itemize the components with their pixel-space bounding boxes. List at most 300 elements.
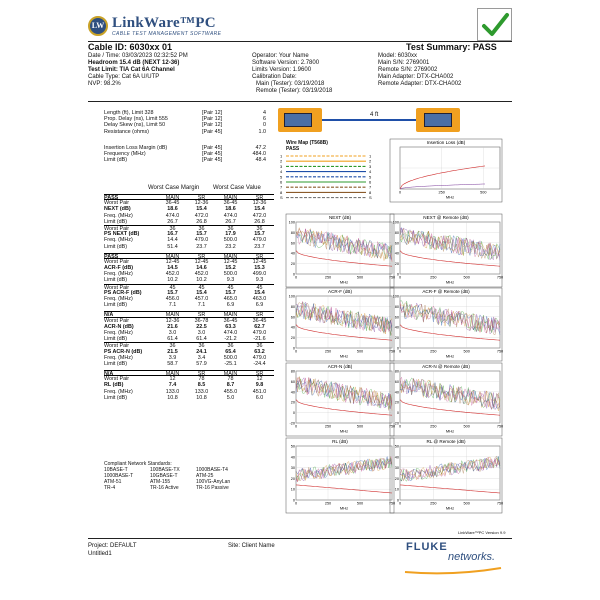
results-table [104, 253, 274, 309]
table-cell: 18.6 [225, 206, 236, 213]
table-cell: 479.0 [194, 237, 209, 244]
table-cell: Freq. (MHz) [104, 354, 133, 361]
table-cell: 45 [169, 284, 176, 291]
table-cell: 9.8 [255, 382, 264, 389]
table-cell: 16.7 [167, 231, 178, 238]
plot-y-tick: 0 [292, 498, 295, 503]
table-cell: 14.6 [196, 265, 207, 272]
il-row: Insertion Loss Margin (dB) [Pair 45] 47.2 [104, 144, 266, 151]
plot-x-tick: 250 [324, 349, 332, 354]
plot-y-tick: 60 [394, 241, 399, 246]
wiremap-pin-left: 4 [280, 169, 283, 175]
table-cell: 6.9 [255, 302, 264, 309]
table-cell: 465.0 [223, 296, 238, 302]
standard-item: 1000BASE-T [104, 473, 134, 479]
table-cell: 479.0 [252, 237, 267, 244]
table-cell: 65.4 [225, 348, 236, 355]
table-cell: 26.8 [196, 218, 207, 225]
table-cell: Limit (dB) [104, 302, 128, 309]
table-cell: MAIN [165, 371, 180, 378]
table-cell: 21.5 [167, 348, 178, 355]
plot-x-tick: 0 [294, 275, 298, 280]
table-cell: 452.0 [194, 271, 209, 278]
plot-x-tick: 750 [496, 501, 504, 506]
summary-row: Prop. Delay (ns), Limit 555 [Pair 12] 6 [104, 116, 266, 123]
table-cell: 472.0 [194, 212, 209, 219]
plot-x-tick: 0 [398, 349, 402, 354]
table-cell: 18.6 [167, 206, 178, 213]
table-cell: 36 [198, 343, 205, 350]
plot-x-tick: 750 [388, 424, 396, 429]
table-cell: MAIN [223, 195, 238, 201]
plot-x-tick: 0 [294, 501, 298, 506]
table-cell: -21.6 [253, 336, 266, 343]
fluke-swoosh-icon [403, 566, 503, 576]
plot-x-tick: 500 [463, 501, 470, 506]
wiremap-pin-right: 1 [369, 153, 372, 159]
table-cell: 15.7 [167, 289, 178, 296]
headroom: Headroom 15.4 dB (NEXT 12-36) [88, 60, 180, 66]
wiremap-pin-right: 6 [369, 179, 372, 185]
plot-y-tick: 10 [290, 487, 295, 492]
plot-y-tick: 60 [394, 315, 399, 320]
plot-y-tick: 20 [394, 476, 399, 481]
table-cell: 479.0 [252, 354, 267, 361]
table-cell: 24.1 [196, 348, 207, 355]
table-cell: 14.4 [167, 237, 178, 244]
plot-y-tick: 0 [396, 346, 399, 351]
table-cell: 61.4 [167, 336, 178, 343]
plot-title: RL (dB) [332, 439, 348, 444]
plot-y-tick: 20 [394, 336, 399, 341]
table-cell: 133.0 [194, 388, 209, 395]
plot-y-tick: -20 [393, 421, 399, 426]
plot-x-tick: 500 [356, 349, 364, 354]
plot-y-tick: 20 [290, 400, 295, 405]
results-table [104, 194, 274, 250]
table-row [104, 277, 274, 283]
table-cell: 133.0 [165, 388, 180, 395]
summary-row: Delay Skew (ns), Limit 50 [Pair 12] 0 [104, 122, 266, 129]
table-cell: Limit (dB) [104, 243, 128, 250]
plot-x-label: MHz [445, 279, 455, 285]
standards-list [104, 467, 256, 491]
table-cell: 36 [227, 343, 234, 350]
standard-item: TR-16 Active [150, 485, 179, 491]
standard-item: TR-16 Passive [196, 485, 229, 491]
table-cell: N/A [104, 312, 114, 317]
fluke-brand: FLUKE [406, 541, 448, 553]
plot-y-tick: 80 [394, 369, 399, 374]
table-cell: 15.7 [225, 289, 236, 296]
wiremap-pin-left: S [280, 195, 283, 201]
plot-x-label: MHz [445, 428, 455, 434]
table-cell: 6.9 [226, 302, 235, 309]
table-cell: PS NEXT (dB) [104, 231, 140, 238]
results-tables [104, 194, 274, 404]
plot-y-tick: 100 [392, 294, 399, 299]
plot-y-tick: 80 [394, 304, 399, 309]
wiremap-pin-right: 2 [369, 158, 372, 164]
cable-id: Cable ID: 6030xx 01 [88, 42, 173, 52]
table-cell: 12 [169, 376, 176, 383]
plot-y-tick: 50 [394, 444, 399, 449]
wiremap-status: PASS [286, 146, 300, 152]
table-cell: 62.7 [254, 323, 265, 330]
fluke-brand-sub: networks. [448, 551, 496, 563]
table-cell: 23.7 [196, 243, 207, 250]
plot-y-tick: 0 [292, 411, 295, 416]
plot-x-label: MHz [445, 505, 455, 511]
plot-y-tick: 100 [288, 220, 295, 225]
plot-y-tick: 40 [290, 455, 295, 460]
standard-item: 100VG-AnyLan [196, 479, 231, 485]
table-cell: 457.0 [194, 296, 209, 302]
remote-serial: Remote S/N: 2769002 [378, 67, 438, 73]
plot-x-tick: 500 [480, 190, 487, 195]
table-cell: 63.2 [254, 348, 265, 355]
wiremap-pin-right: 4 [369, 169, 372, 175]
plot-y-tick: 40 [290, 251, 295, 256]
linkware-logo-title: LinkWare™PC [112, 15, 216, 31]
plot-y-tick: 100 [392, 220, 399, 225]
table-cell: 45 [227, 284, 234, 291]
table-cell: 7.1 [197, 302, 206, 309]
table-row [104, 302, 274, 308]
plot-x-tick: 750 [388, 501, 396, 506]
plot-x-tick: 500 [463, 275, 470, 280]
table-cell: Freq. (MHz) [104, 237, 133, 244]
wiremap-pin-left: 5 [280, 174, 283, 180]
table-cell: 10.2 [196, 277, 207, 284]
plot-x-tick: 250 [438, 190, 445, 195]
table-cell: MAIN [223, 312, 238, 319]
standards-title: Compliant Network Standards: [104, 461, 172, 467]
table-cell: 15.4 [196, 206, 207, 213]
plot-x-tick: 250 [324, 501, 332, 506]
table-row [104, 244, 274, 250]
operator: Operator: Your Name [252, 53, 309, 59]
plot-y-tick: 0 [292, 346, 295, 351]
table-cell: 7.1 [168, 302, 177, 309]
wiremap-pin-left: 1 [280, 153, 283, 159]
wiremap-pin-right: 7 [369, 184, 372, 190]
table-cell: SR [255, 253, 264, 260]
standards-block [104, 461, 256, 491]
standard-item: ATM-51 [104, 479, 122, 485]
plot-x-tick: 750 [496, 349, 504, 354]
test-limit: Test Limit: TIA Cat 6A Channel [88, 67, 175, 73]
table-cell: 10.8 [196, 394, 207, 401]
plot-y-tick: 0 [292, 272, 295, 277]
calibration-remote: Remote (Tester): 03/19/2018 [256, 88, 333, 94]
plot-y-tick: 0 [396, 498, 399, 503]
table-cell: 7.4 [168, 382, 177, 389]
table-cell: 5.0 [226, 394, 235, 401]
plot-y-tick: 60 [290, 241, 295, 246]
table-cell: SR [255, 195, 264, 201]
wiremap-pin-right: S [369, 195, 372, 201]
header-right-info [378, 53, 461, 88]
plot-title: ACR-N (dB) [327, 364, 353, 369]
table-cell: 12-45 [252, 258, 267, 265]
limits-version: Limits Version: 1.9600 [252, 67, 312, 73]
table-cell: SR [197, 312, 206, 319]
plot-y-tick: 30 [290, 466, 295, 471]
table-cell: -24.4 [253, 360, 266, 367]
table-cell: 17.9 [225, 231, 236, 238]
table-cell: 57.9 [196, 360, 207, 367]
standard-item: 1000BASE-T4 [196, 467, 228, 473]
wiremap-pin-right: 3 [369, 163, 372, 169]
date-time: Date / Time: 03/03/2023 02:32:52 PM [88, 53, 188, 59]
table-cell: Freq. (MHz) [104, 296, 133, 302]
table-cell: 36 [198, 225, 205, 232]
table-cell: Worst Pair [104, 284, 130, 290]
plot-x-tick: 500 [463, 349, 470, 354]
cable-type: Cable Type: Cat 6A U/UTP [88, 74, 160, 80]
table-cell: 479.0 [252, 329, 267, 336]
footer-rule [88, 538, 512, 539]
table-row [104, 395, 274, 401]
table-cell: 499.0 [252, 271, 267, 278]
site-label: Site: Client Name [228, 543, 275, 549]
table-cell: 36 [227, 225, 234, 232]
table-cell: Freq. (MHz) [104, 388, 133, 395]
table-cell: Freq. (MHz) [104, 212, 133, 219]
plot-x-tick: 250 [430, 501, 437, 506]
table-cell: 12 [256, 376, 263, 383]
table-cell: 78 [198, 376, 205, 383]
table-cell: NEXT (dB) [104, 206, 131, 213]
table-cell: PASS [104, 253, 119, 258]
table-cell: 36 [169, 343, 176, 350]
nvp: NVP: 98.2% [88, 81, 121, 87]
il-row: Limit (dB) [Pair 45] 48.4 [104, 157, 266, 164]
pass-checkmark-icon [477, 8, 512, 41]
plot-y-tick: 80 [290, 304, 295, 309]
results-table [104, 311, 274, 367]
table-cell: 36-45 [223, 200, 238, 207]
standard-item: 100BASE-TX [150, 467, 180, 473]
plot-x-tick: 0 [294, 424, 298, 429]
plot-y-tick: 100 [288, 294, 295, 299]
cable-line [322, 119, 416, 121]
plot-x-label: MHz [339, 428, 349, 434]
table-cell: 456.0 [165, 296, 180, 302]
cable-length: 4 ft [370, 112, 379, 118]
table-cell: 14.5 [167, 265, 178, 272]
table-cell: 23.7 [254, 243, 265, 250]
plot-title: NEXT (dB) [328, 215, 352, 220]
table-cell: 3.0 [197, 329, 206, 336]
table-cell: 474.0 [165, 212, 180, 219]
header-rule-bottom [88, 101, 512, 102]
table-cell: Limit (dB) [104, 360, 128, 367]
table-cell: 15.4 [254, 206, 265, 213]
table-cell: MAIN [165, 312, 180, 319]
table-cell: Worst Pair [104, 376, 130, 383]
table-cell: Limit (dB) [104, 277, 128, 284]
table-cell: Worst Pair [104, 200, 130, 207]
calibration-date: Calibration Date: [252, 74, 297, 80]
plot-x-tick: 250 [324, 275, 332, 280]
wiremap-pin-left: 6 [280, 179, 283, 185]
plot-x-tick: 0 [398, 275, 402, 280]
plot-x-tick: 0 [398, 501, 402, 506]
plot-x-tick: 250 [430, 349, 437, 354]
wiremap-pin-right: 8 [369, 189, 372, 195]
table-cell: 12-45 [165, 258, 180, 265]
standard-item: ATM-25 [196, 473, 214, 479]
table-row [104, 219, 274, 225]
table-cell: Worst Pair [104, 317, 130, 324]
plot-title: ACR-N @ Remote (dB) [422, 364, 470, 369]
plot-y-tick: 40 [394, 455, 399, 460]
wiremap-pin-left: 8 [280, 189, 283, 195]
table-cell: -25.1 [224, 360, 237, 367]
table-cell: 15.2 [225, 265, 236, 272]
plot-y-tick: 40 [394, 251, 399, 256]
table-cell: 36 [169, 225, 176, 232]
plot-x-label: MHz [339, 353, 349, 359]
summary-block [104, 110, 274, 163]
table-cell: 463.0 [252, 296, 267, 302]
plot-y-tick: 40 [394, 325, 399, 330]
table-cell: Limit (dB) [104, 336, 128, 343]
wiremap-pin-left: 2 [280, 158, 283, 164]
table-cell: MAIN [223, 371, 238, 378]
table-cell: 451.0 [252, 388, 267, 395]
worst-case-value-label: Worst Case Value [213, 185, 261, 191]
table-cell: MAIN [165, 195, 180, 201]
table-cell: 500.0 [223, 354, 238, 361]
table-cell: 12-45 [223, 258, 238, 265]
summary-row: Length (ft), Limit 328 [Pair 12] 4 [104, 110, 266, 116]
table-cell: RL (dB) [104, 382, 124, 389]
table-cell: 500.0 [223, 237, 238, 244]
remote-tester-icon [416, 108, 460, 132]
table-cell: 51.4 [167, 243, 178, 250]
plot-y-tick: 20 [394, 400, 399, 405]
table-cell: 36-45 [252, 317, 267, 324]
standard-item: TR-4 [104, 485, 116, 491]
table-cell: ACR-F (dB) [104, 265, 134, 272]
version-note: LinkWare™PC Version 9.9 [458, 530, 506, 535]
test-summary: Test Summary: PASS [406, 42, 497, 52]
plot-x-tick: 0 [398, 424, 402, 429]
table-cell: MAIN [223, 253, 238, 260]
table-cell: SR [255, 371, 264, 378]
table-cell: 10.2 [167, 277, 178, 284]
plot-y-tick: 50 [290, 444, 295, 449]
model: Model: 6030xx [378, 53, 418, 59]
plot-x-label: MHz [445, 353, 455, 359]
plot-x-label: MHz [339, 505, 349, 511]
plot-x-tick: 250 [430, 275, 437, 280]
table-cell: SR [255, 312, 264, 319]
table-row [104, 336, 274, 342]
table-cell: 12-36 [194, 200, 209, 207]
table-cell: Limit (dB) [104, 394, 128, 401]
table-cell: 455.0 [223, 388, 238, 395]
plot-area [400, 371, 500, 423]
table-cell: Worst Pair [104, 258, 130, 265]
main-adapter: Main Adapter: DTX-CHA002 [378, 74, 454, 80]
plot-x-tick: 0 [398, 190, 402, 195]
table-cell: 474.0 [223, 212, 238, 219]
plot-x-tick: 500 [356, 275, 364, 280]
standard-item: ATM-155 [150, 479, 171, 485]
software-version: Software Version: 2.7800 [252, 60, 320, 66]
table-cell: 3.9 [168, 354, 177, 361]
table-cell: 500.0 [223, 271, 238, 278]
table-cell: Freq. (MHz) [104, 271, 133, 278]
table-cell: 15.3 [254, 265, 265, 272]
plot-x-tick: 250 [324, 424, 332, 429]
plot-x-label: MHz [445, 194, 455, 200]
plot-y-tick: -20 [289, 421, 295, 426]
plot-title: ACR-F @ Remote (dB) [422, 289, 470, 294]
table-cell: 26.7 [225, 218, 236, 225]
main-serial: Main S/N: 2769001 [378, 60, 430, 66]
table-cell: PASS [104, 195, 119, 200]
table-cell: 9.3 [255, 277, 264, 284]
plot-title: Insertion Loss (dB) [426, 140, 466, 145]
plot-y-tick: 40 [290, 325, 295, 330]
plot-x-tick: 250 [430, 424, 437, 429]
plot-y-tick: 20 [290, 262, 295, 267]
table-cell: 63.3 [225, 323, 236, 330]
plot-y-tick: 60 [290, 379, 295, 384]
plot-y-tick: 60 [394, 379, 399, 384]
table-cell: 9.3 [226, 277, 235, 284]
table-cell: 8.7 [226, 382, 235, 389]
table-cell: PS ACR-N (dB) [104, 348, 143, 355]
table-cell: 21.6 [167, 323, 178, 330]
plot-title: NEXT @ Remote (dB) [423, 215, 469, 220]
table-cell: 36 [256, 225, 263, 232]
plot-x-tick: 0 [294, 349, 298, 354]
table-cell: 474.0 [223, 329, 238, 336]
plot-y-tick: 80 [290, 230, 295, 235]
table-cell: 36 [256, 343, 263, 350]
results-table [104, 370, 274, 401]
table-cell: 10.8 [167, 394, 178, 401]
plot-x-tick: 500 [356, 501, 364, 506]
table-cell: ACR-N (dB) [104, 323, 134, 330]
header-left-info [88, 53, 188, 88]
plot-x-tick: 750 [388, 349, 396, 354]
linkware-logo-subtitle: CABLE TEST MANAGEMENT SOFTWARE [112, 31, 222, 37]
wiremap-pin-right: 5 [369, 174, 372, 180]
summary-row: Resistance (ohms) [Pair 45] 1.0 [104, 128, 266, 135]
plot-y-tick: 20 [290, 336, 295, 341]
table-cell: SR [197, 253, 206, 260]
table-cell: N/A [104, 371, 114, 376]
header-mid-info [252, 53, 332, 95]
worst-case-margin-label: Worst Case Margin [148, 185, 200, 191]
plot-y-tick: 80 [394, 230, 399, 235]
plot-x-tick: 750 [496, 275, 504, 280]
plot-x-tick: 500 [463, 424, 470, 429]
table-cell: SR [197, 195, 206, 201]
table-cell: MAIN [165, 253, 180, 260]
plot-x-label: MHz [339, 279, 349, 285]
table-cell: 36-45 [223, 317, 238, 324]
plot-y-tick: 80 [290, 369, 295, 374]
table-cell: 3.4 [197, 354, 206, 361]
